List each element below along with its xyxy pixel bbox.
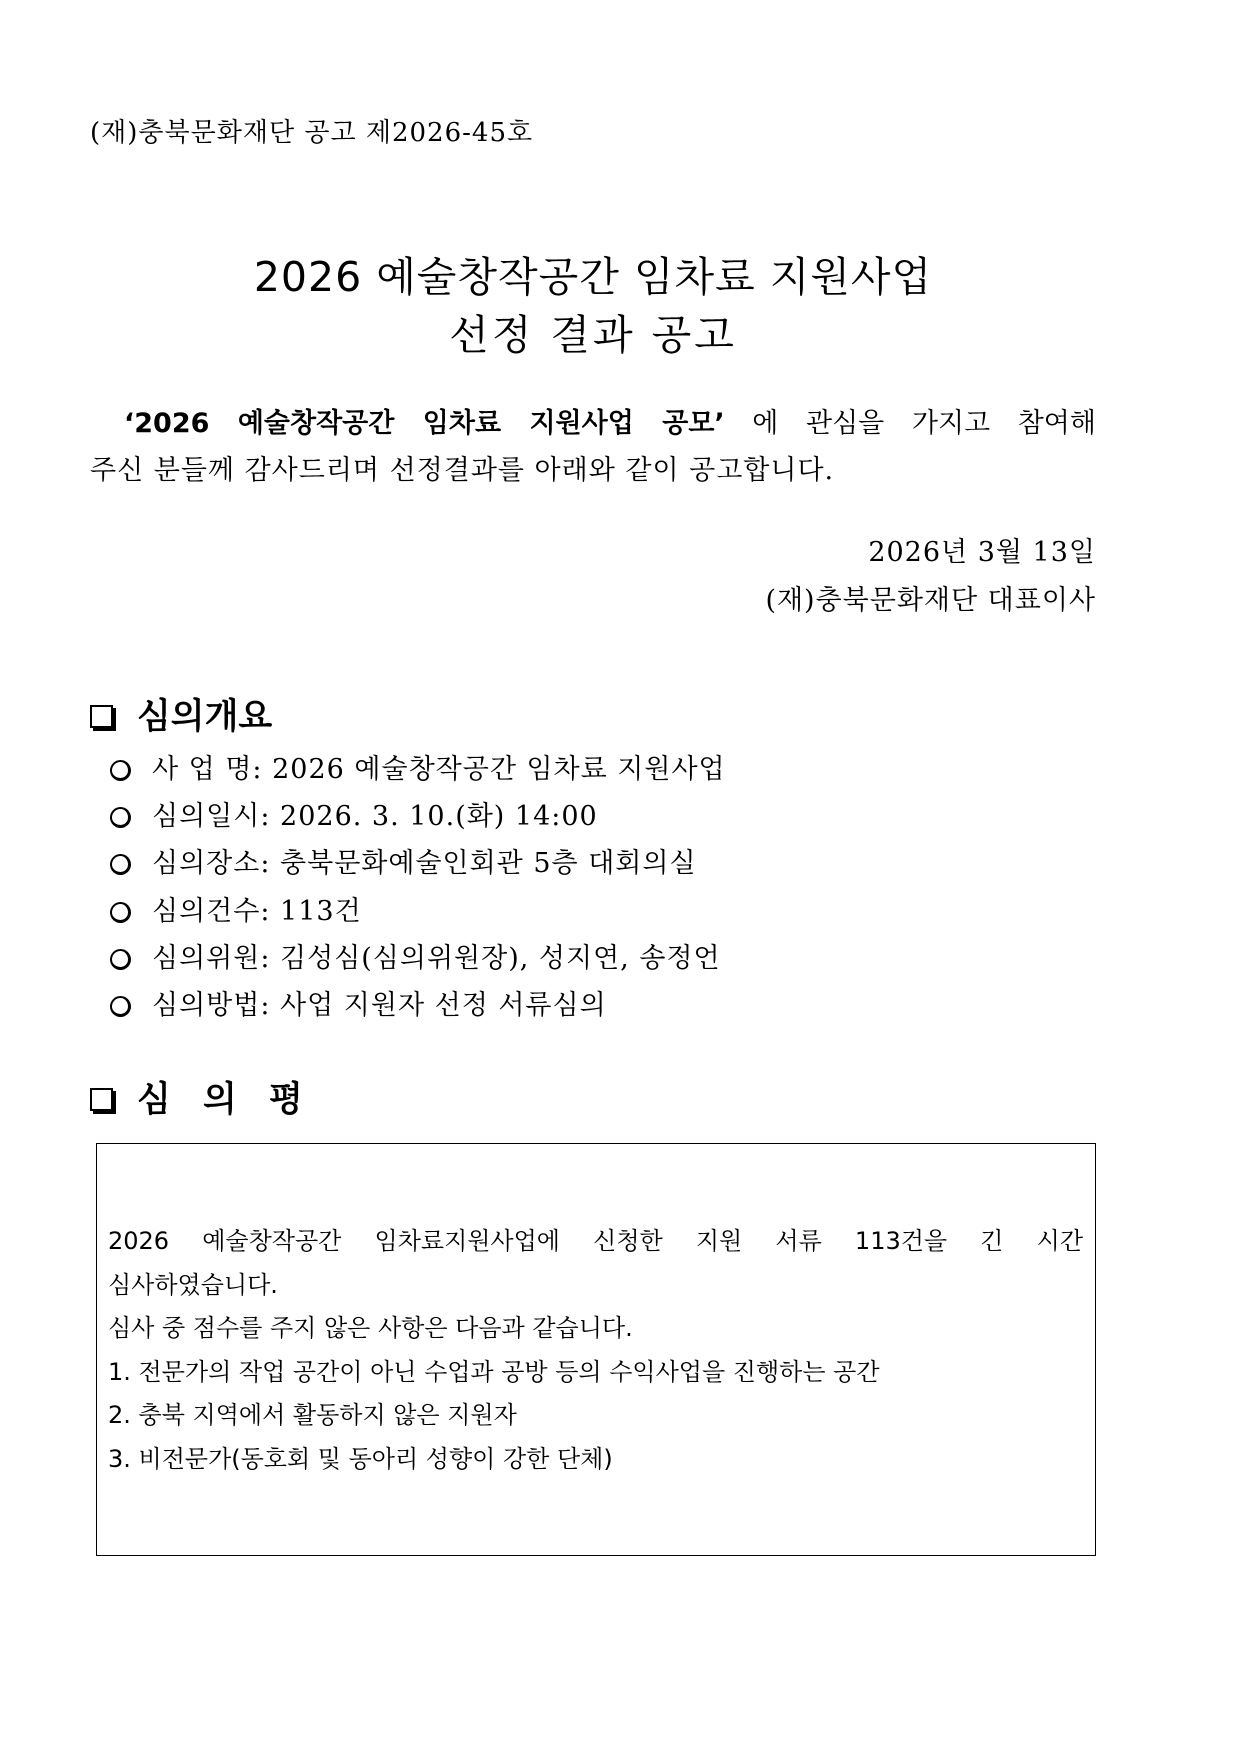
review-line: 심사하였습니다. — [108, 1270, 278, 1299]
item-value: 충북문화예술인회관 5층 대회의실 — [280, 848, 697, 879]
review-box — [96, 1143, 1096, 1556]
notice-number: (재)충북문화재단 공고 제2026-45호 — [90, 118, 534, 148]
section-heading-text: 심 의 평 — [137, 1080, 313, 1120]
section-bullet-icon — [90, 1088, 113, 1111]
item-bullet-icon — [110, 996, 131, 1017]
review-criterion: 2. 충북 지역에서 활동하지 않은 지원자 — [108, 1401, 517, 1429]
item-bullet-icon — [110, 854, 131, 875]
announcement-date: 2026년 3월 13일 — [868, 537, 1096, 568]
item-bullet-icon — [110, 902, 131, 923]
intro-line-2: 주신 분들께 감사드리며 선정결과를 아래와 같이 공고합니다. — [90, 455, 835, 486]
issuer: (재)충북문화재단 대표이사 — [765, 585, 1096, 616]
item-label: 심의일시: — [152, 801, 271, 832]
item-label: 심의장소: — [152, 848, 271, 879]
review-line: 심사 중 점수를 주지 않은 사항은 다음과 같습니다. — [108, 1314, 633, 1342]
intro-line-1 — [124, 404, 1096, 444]
item-label: 심의건수: — [152, 896, 271, 927]
item-value: 2026 예술창작공간 임차료 지원사업 — [272, 754, 726, 785]
item-bullet-icon — [110, 807, 131, 828]
item-value: 2026. 3. 10.(화) 14:00 — [280, 801, 598, 832]
review-criterion: 1. 전문가의 작업 공간이 아닌 수업과 공방 등의 수익사업을 진행하는 공간 — [108, 1357, 880, 1386]
intro-line-1-rest: 에 관심을 가지고 참여해 — [752, 408, 1096, 439]
item-label: 심의위원: — [152, 943, 271, 974]
intro-quote: ‘2026 예술창작공간 임차료 지원사업 공모’ — [124, 408, 725, 439]
title-line-1: 2026 예술창작공간 임차료 지원사업 — [253, 253, 933, 301]
section-heading-text: 심의개요 — [137, 697, 273, 737]
title-line-2: 선정 결과 공고 — [449, 311, 737, 359]
item-value: 김성심(심의위원장), 성지연, 송정언 — [280, 943, 721, 974]
item-bullet-icon — [110, 949, 131, 970]
review-line: 2026 예술창작공간 임차료지원사업에 신청한 지원 서류 113건을 긴 시간 — [108, 1227, 1083, 1255]
section-bullet-icon — [90, 705, 113, 728]
item-value: 사업 지원자 선정 서류심의 — [280, 990, 607, 1021]
item-label: 사 업 명: — [152, 754, 263, 785]
item-label: 심의방법: — [152, 990, 271, 1021]
review-criterion: 3. 비전문가(동호회 및 동아리 성향이 강한 단체) — [108, 1444, 613, 1473]
item-bullet-icon — [110, 760, 131, 781]
item-value: 113건 — [280, 896, 362, 927]
